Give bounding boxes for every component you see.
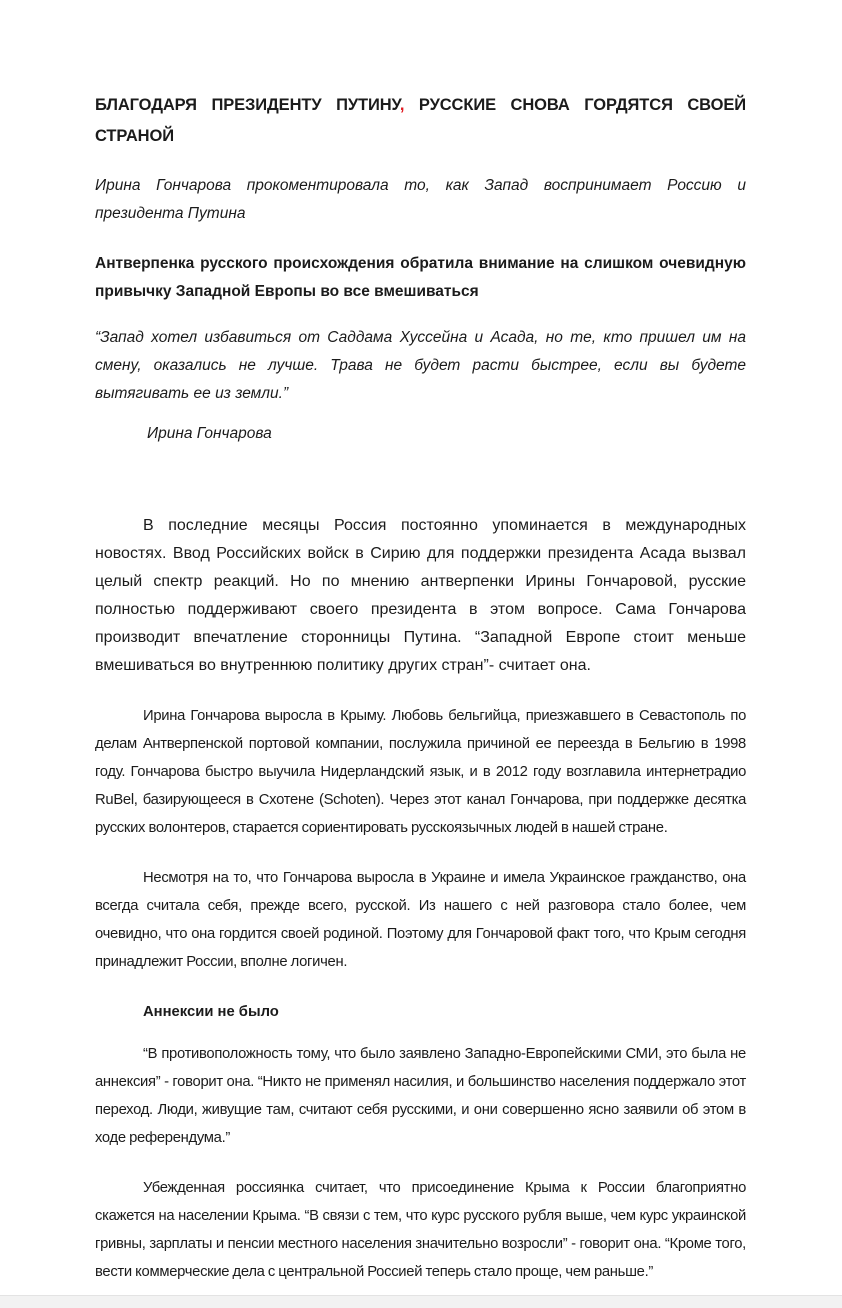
title-red-comma: , bbox=[399, 96, 405, 114]
viewer-background-strip bbox=[0, 1295, 842, 1308]
section-heading-annexation: Аннексии не было bbox=[143, 1004, 279, 1020]
paragraph-4: “В противоположность тому, что было заявлено Западно-Европейскими СМИ, это была не аннексия” - говорит она. “Никто не применял насилия, и большинство населения поддержало этот переход. Люди, живущие там, считают себя русскими, и они совершенно ясно заявили об этом в ходе референдума.” bbox=[95, 1046, 746, 1146]
paragraph-2: Ирина Гончарова выросла в Крыму. Любовь бельгийца, приезжавшего в Севастополь по делам Антверпенской портовой компании, послужила причиной ее переезда в Бельгию в 1998 году. Гончарова быстро выучила Нидерландский язык, и в 2012 году возглавила интернетрадио RuBel, базирующееся в Схотене (Schoten). Через этот канал Гончарова, при поддержке десятка русских волонтеров, старается сориентировать русскоязычных людей в нашей стране. bbox=[95, 708, 746, 836]
paragraph-1: В последние месяцы Россия постоянно упоминается в международных новостях. Ввод Российских войск в Сирию для поддержки президента Асада вызвал целый спектр реакций. Но по мнению антверпенки Ирины Гончаровой, русские полностью поддерживают своего президента в этом вопросе. Сама Гончарова производит впечатление сторонницы Путина. “Западной Европе стоит меньше вмешиваться во внутреннюю политику других стран”- считает она. bbox=[95, 517, 746, 674]
article-lede: Ирина Гончарова прокоментировала то, как Запад воспринимает Россию и президента Путина bbox=[95, 177, 746, 222]
title-text-before-comma: БЛАГОДАРЯ ПРЕЗИДЕНТУ ПУТИНУ bbox=[95, 96, 400, 114]
pull-quote: “Запад хотел избавиться от Саддама Хуссейна и Асада, но те, кто пришел им на смену, оказались не лучше. Трава не будет расти быстрее, если вы будете вытягивать ее из земли.” bbox=[95, 329, 746, 402]
section-spacer bbox=[95, 448, 746, 512]
article-subhead: Антверпенка русского происхождения обратила внимание на слишком очевидную привычку Западной Европы во все вмешиваться bbox=[95, 255, 746, 300]
title-text-after-comma: РУССКИЕ СНОВА ГОРДЯТСЯ СВОЕЙ СТРАНОЙ bbox=[95, 96, 746, 145]
article-content bbox=[95, 90, 746, 1308]
paragraph-3: Несмотря на то, что Гончарова выросла в Украине и имела Украинское гражданство, она всегда считала себя, прежде всего, русской. Из нашего с ней разговора стало более, чем очевидно, что она гордится своей родиной. Поэтому для Гончаровой факт того, что Крым сегодня принадлежит России, вполне логичен. bbox=[95, 870, 746, 970]
article-title bbox=[95, 90, 746, 152]
paragraph-5: Убежденная россиянка считает, что присоединение Крыма к России благоприятно скажется на населении Крыма. “В связи с тем, что курс русского рубля выше, чем курс украинской гривны, зарплаты и пенсии местного населения значительно возросли” - говорит она. “Кроме того, вести коммерческие дела с центральной Россией теперь стало проще, чем раньше.” bbox=[95, 1180, 746, 1280]
quote-attribution: Ирина Гончарова bbox=[147, 425, 272, 442]
